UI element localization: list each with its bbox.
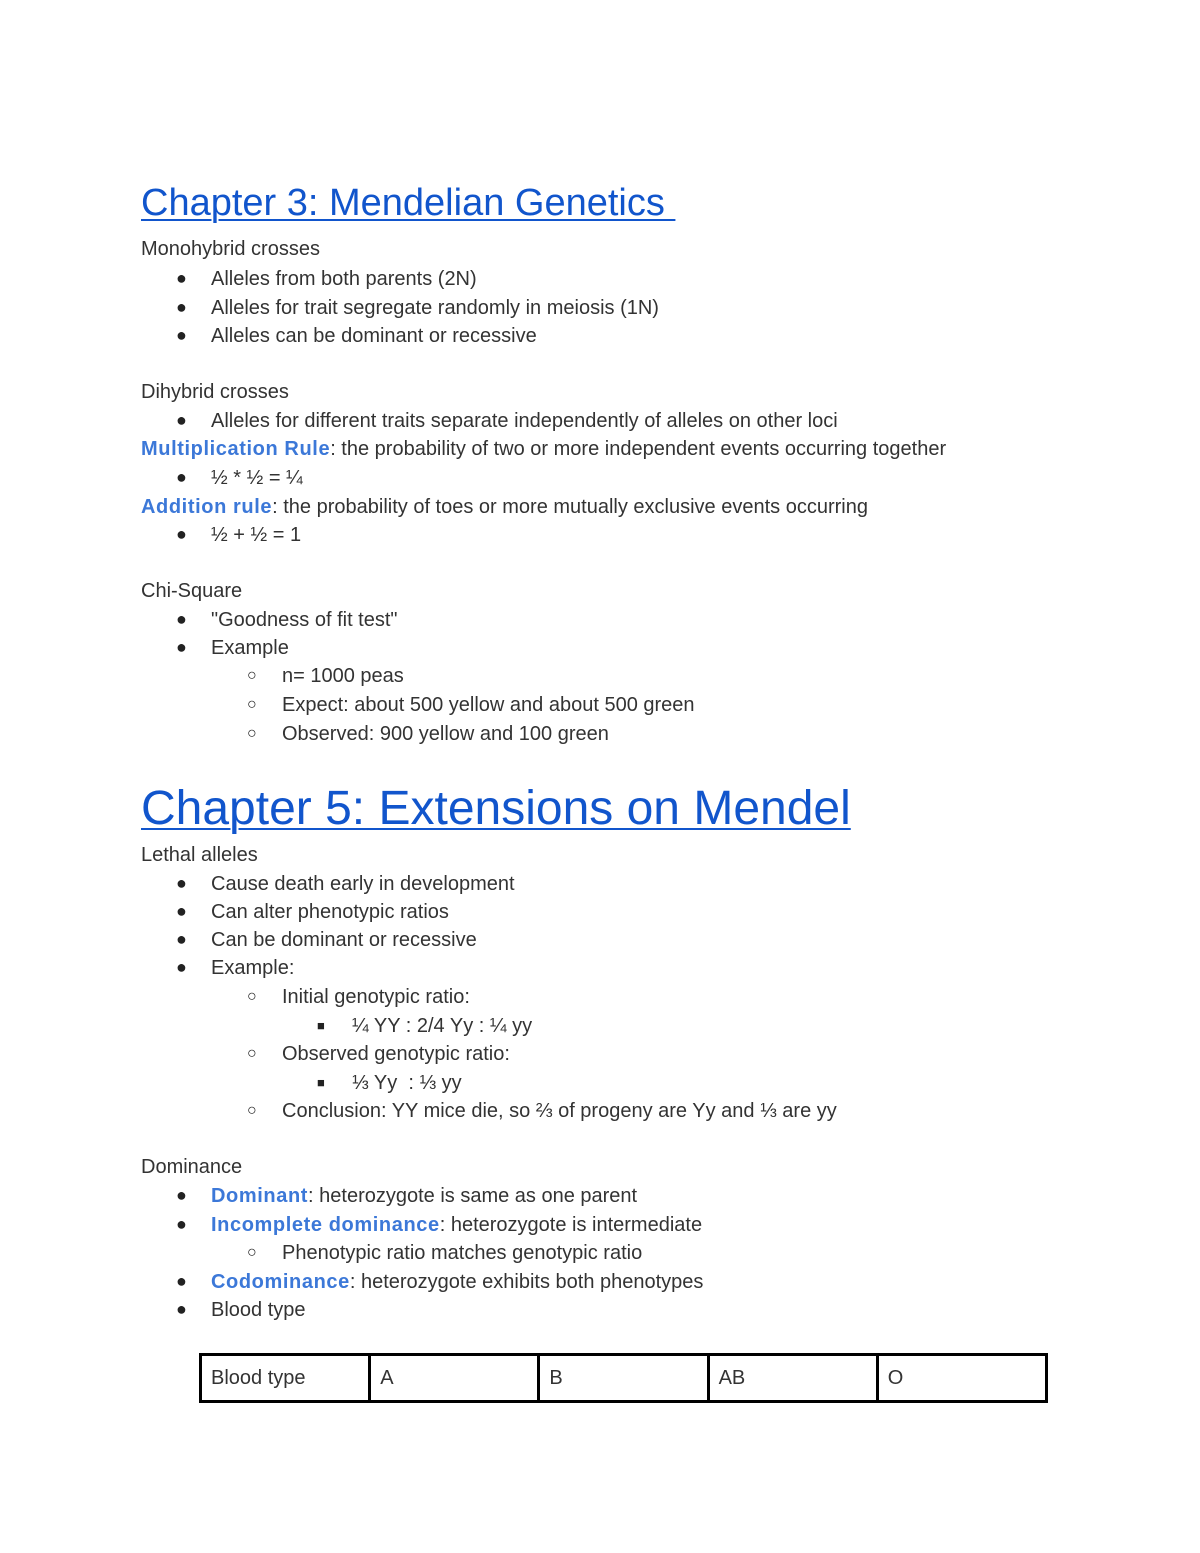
list-item: Can be dominant or recessive bbox=[211, 929, 477, 951]
sub-list-item: Observed genotypic ratio: bbox=[282, 1043, 510, 1065]
list-item bbox=[211, 1270, 703, 1294]
bullet-icon: ● bbox=[176, 410, 187, 430]
codominance-definition: : heterozygote exhibits both phenotypes bbox=[349, 1271, 704, 1293]
sub-sub-list-item: ⅓ Yy : ⅓ yy bbox=[352, 1072, 462, 1094]
addition-rule-definition: : the probability of toes or more mutually exclusive events occurring bbox=[272, 496, 868, 518]
bullet-icon: ● bbox=[176, 901, 187, 921]
incomplete-dominance-term: Incomplete dominance bbox=[211, 1214, 440, 1236]
list-item: "Goodness of fit test" bbox=[211, 609, 398, 631]
table-cell: AB bbox=[708, 1355, 877, 1402]
list-item: Example: bbox=[211, 957, 295, 979]
bullet-icon: ● bbox=[176, 609, 187, 629]
hollow-bullet-icon: ○ bbox=[247, 1102, 257, 1119]
list-item: Example bbox=[211, 637, 289, 659]
dominant-definition: : heterozygote is same as one parent bbox=[308, 1185, 638, 1207]
chapter-5-title: Chapter 5: Extensions on Mendel bbox=[141, 782, 851, 835]
bullet-icon: ● bbox=[176, 325, 187, 345]
table-cell: O bbox=[877, 1355, 1046, 1402]
incomplete-dominance-definition: : heterozygote is intermediate bbox=[439, 1214, 703, 1236]
list-item: Blood type bbox=[211, 1299, 306, 1321]
sub-list-item: Expect: about 500 yellow and about 500 green bbox=[282, 694, 695, 716]
table-cell: Blood type bbox=[201, 1355, 370, 1402]
bullet-icon: ● bbox=[176, 1185, 187, 1205]
addition-rule-term: Addition rule bbox=[141, 496, 273, 518]
sub-list-item: Phenotypic ratio matches genotypic ratio bbox=[282, 1242, 643, 1264]
codominance-term: Codominance bbox=[211, 1271, 350, 1293]
bullet-icon: ● bbox=[176, 873, 187, 893]
list-item: Alleles for trait segregate randomly in meiosis (1N) bbox=[211, 297, 659, 319]
bullet-icon: ● bbox=[176, 268, 187, 288]
table-row bbox=[201, 1355, 1047, 1402]
monohybrid-label: Monohybrid crosses bbox=[141, 238, 320, 260]
table-cell: B bbox=[539, 1355, 708, 1402]
list-item: Cause death early in development bbox=[211, 873, 515, 895]
hollow-bullet-icon: ○ bbox=[247, 1045, 257, 1062]
dihybrid-label: Dihybrid crosses bbox=[141, 381, 289, 403]
bullet-icon: ● bbox=[176, 637, 187, 657]
dominant-term: Dominant bbox=[211, 1185, 309, 1207]
hollow-bullet-icon: ○ bbox=[247, 988, 257, 1005]
sub-list-item: n= 1000 peas bbox=[282, 665, 404, 687]
multiplication-rule-term: Multiplication Rule bbox=[141, 438, 331, 460]
hollow-bullet-icon: ○ bbox=[247, 725, 257, 742]
bullet-icon: ● bbox=[176, 1214, 187, 1234]
chi-square-label: Chi-Square bbox=[141, 580, 243, 602]
dominance-label: Dominance bbox=[141, 1156, 243, 1178]
bullet-icon: ● bbox=[176, 524, 187, 544]
bullet-icon: ● bbox=[176, 1271, 187, 1291]
list-item: Alleles can be dominant or recessive bbox=[211, 325, 537, 347]
multiplication-rule-line bbox=[141, 437, 946, 461]
bullet-icon: ● bbox=[176, 957, 187, 977]
square-bullet-icon: ■ bbox=[317, 1018, 325, 1033]
table-cell: A bbox=[370, 1355, 539, 1402]
bullet-icon: ● bbox=[176, 467, 187, 487]
sub-list-item: Conclusion: YY mice die, so ⅔ of progeny are Yy and ⅓ are yy bbox=[282, 1100, 837, 1122]
blood-type-table bbox=[199, 1353, 1048, 1403]
addition-rule-line bbox=[141, 495, 868, 519]
hollow-bullet-icon: ○ bbox=[247, 1244, 257, 1261]
list-item bbox=[211, 1213, 702, 1237]
hollow-bullet-icon: ○ bbox=[247, 667, 257, 684]
bullet-icon: ● bbox=[176, 1299, 187, 1319]
bullet-icon: ● bbox=[176, 297, 187, 317]
bullet-icon: ● bbox=[176, 929, 187, 949]
hollow-bullet-icon: ○ bbox=[247, 696, 257, 713]
list-item: Alleles from both parents (2N) bbox=[211, 268, 477, 290]
chapter-3-title: Chapter 3: Mendelian Genetics bbox=[141, 182, 676, 224]
list-item: ½ * ½ = ¼ bbox=[211, 467, 303, 489]
square-bullet-icon: ■ bbox=[317, 1075, 325, 1090]
sub-list-item: Observed: 900 yellow and 100 green bbox=[282, 723, 609, 745]
list-item bbox=[211, 1184, 637, 1208]
sub-list-item: Initial genotypic ratio: bbox=[282, 986, 470, 1008]
list-item: Alleles for different traits separate independently of alleles on other loci bbox=[211, 410, 838, 432]
list-item: ½ + ½ = 1 bbox=[211, 524, 302, 546]
sub-sub-list-item: ¼ YY : 2/4 Yy : ¼ yy bbox=[352, 1015, 533, 1037]
multiplication-rule-definition: : the probability of two or more independent events occurring together bbox=[330, 438, 947, 460]
lethal-alleles-label: Lethal alleles bbox=[141, 844, 258, 866]
list-item: Can alter phenotypic ratios bbox=[211, 901, 449, 923]
